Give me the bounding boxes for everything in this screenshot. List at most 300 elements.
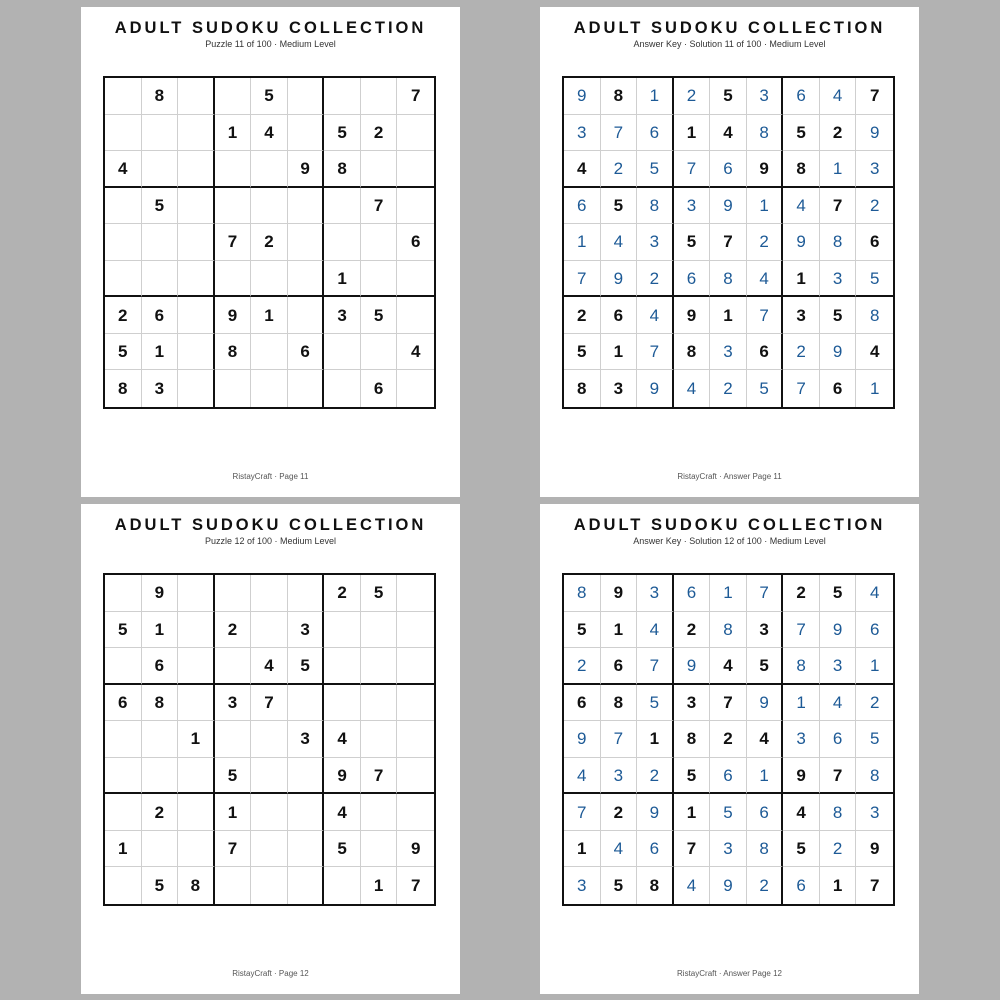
- sudoku-cell: 8: [142, 685, 179, 722]
- sudoku-cell: 5: [601, 867, 638, 904]
- sudoku-cell: [324, 370, 361, 407]
- sudoku-cell: 5: [105, 612, 142, 649]
- sudoku-cell: 6: [601, 648, 638, 685]
- sudoku-cell: [397, 115, 434, 152]
- sudoku-cell: 4: [601, 224, 638, 261]
- sudoku-cell: 7: [564, 261, 601, 298]
- sudoku-cell: [288, 831, 325, 868]
- sudoku-cell: 2: [324, 575, 361, 612]
- sudoku-cell: 2: [747, 867, 784, 904]
- sudoku-cell: [105, 758, 142, 795]
- sudoku-cell: 9: [215, 297, 252, 334]
- sudoku-cell: 4: [674, 867, 711, 904]
- sudoku-cell: [288, 297, 325, 334]
- sudoku-cell: [288, 188, 325, 225]
- sudoku-cell: 7: [564, 794, 601, 831]
- sudoku-cell: 8: [564, 575, 601, 612]
- sudoku-cell: 5: [564, 334, 601, 371]
- sudoku-cell: [397, 794, 434, 831]
- sudoku-cell: [361, 261, 398, 298]
- sudoku-cell: 5: [710, 78, 747, 115]
- sudoku-cell: [178, 794, 215, 831]
- sudoku-cell: 6: [637, 115, 674, 152]
- sudoku-cell: [215, 188, 252, 225]
- sudoku-cell: 1: [251, 297, 288, 334]
- sudoku-cell: [361, 648, 398, 685]
- sudoku-cell: 3: [747, 78, 784, 115]
- sudoku-cell: 2: [674, 78, 711, 115]
- sudoku-cell: 9: [747, 151, 784, 188]
- sudoku-cell: [251, 831, 288, 868]
- sudoku-cell: 2: [105, 297, 142, 334]
- sudoku-cell: 4: [856, 334, 893, 371]
- sudoku-cell: 3: [820, 261, 857, 298]
- sudoku-cell: 9: [674, 648, 711, 685]
- sudoku-cell: [251, 334, 288, 371]
- sudoku-cell: [178, 575, 215, 612]
- sudoku-cell: 7: [783, 370, 820, 407]
- sudoku-cell: [105, 261, 142, 298]
- sudoku-cell: 1: [142, 612, 179, 649]
- sudoku-cell: 4: [710, 648, 747, 685]
- sudoku-cell: 5: [324, 115, 361, 152]
- sudoku-cell: 2: [637, 261, 674, 298]
- sudoku-cell: 5: [637, 685, 674, 722]
- sudoku-cell: 8: [783, 648, 820, 685]
- sudoku-cell: 9: [397, 831, 434, 868]
- sudoku-cell: [324, 334, 361, 371]
- sudoku-cell: 2: [601, 794, 638, 831]
- sudoku-cell: 7: [856, 78, 893, 115]
- sudoku-cell: [105, 721, 142, 758]
- sudoku-cell: [178, 224, 215, 261]
- sudoku-cell: [288, 575, 325, 612]
- sudoku-cell: [361, 721, 398, 758]
- sudoku-cell: 6: [856, 224, 893, 261]
- sudoku-cell: 7: [869, 876, 880, 896]
- sudoku-cell: [288, 224, 325, 261]
- sudoku-cell: 4: [856, 575, 893, 612]
- sudoku-cell: 9: [820, 612, 857, 649]
- sudoku-cell: [215, 648, 252, 685]
- sudoku-cell: [105, 78, 142, 115]
- sudoku-cell: [397, 188, 434, 225]
- sudoku-cell: 9: [637, 794, 674, 831]
- sudoku-cell: 8: [215, 334, 252, 371]
- sudoku-cell: [288, 115, 325, 152]
- sudoku-cell: 3: [564, 867, 601, 904]
- sudoku-cell: 6: [397, 224, 434, 261]
- sudoku-cell: [215, 721, 252, 758]
- sudoku-cell: 2: [142, 794, 179, 831]
- sudoku-cell: 3: [856, 151, 893, 188]
- sudoku-cell: [105, 224, 142, 261]
- sudoku-cell: 6: [142, 648, 179, 685]
- sudoku-cell: 7: [397, 78, 434, 115]
- sudoku-cell: 7: [215, 224, 252, 261]
- sudoku-cell: 3: [601, 758, 638, 795]
- sudoku-cell: 6: [710, 758, 747, 795]
- sudoku-cell: 3: [601, 370, 638, 407]
- sudoku-cell: 8: [820, 794, 857, 831]
- page-footer: RistayCraft · Answer Page 12: [677, 969, 782, 978]
- sudoku-cell: [215, 151, 252, 188]
- sudoku-cell: 9: [288, 151, 325, 188]
- sudoku-cell: 6: [105, 685, 142, 722]
- sudoku-cell: 2: [564, 297, 601, 334]
- sudoku-cell: [361, 685, 398, 722]
- sudoku-cell: 1: [564, 224, 601, 261]
- sudoku-cell: 6: [710, 151, 747, 188]
- sudoku-cell: 1: [710, 575, 747, 612]
- sudoku-cell: 4: [251, 115, 288, 152]
- sudoku-cell: 4: [820, 685, 857, 722]
- sudoku-cell: [105, 575, 142, 612]
- sudoku-cell: 6: [674, 261, 711, 298]
- sudoku-cell: 2: [710, 370, 747, 407]
- sudoku-cell: [397, 297, 434, 334]
- sudoku-cell: [178, 758, 215, 795]
- sudoku-cell: 5: [288, 648, 325, 685]
- page-title: ADULT SUDOKU COLLECTION: [573, 516, 886, 534]
- sudoku-cell: [178, 78, 215, 115]
- sudoku-cell: 6: [856, 612, 893, 649]
- sudoku-cell: 4: [783, 188, 820, 225]
- sudoku-cell: 8: [674, 334, 711, 371]
- sudoku-cell: 3: [215, 685, 252, 722]
- sudoku-cell: 2: [783, 575, 820, 612]
- sudoku-cell: 9: [747, 685, 784, 722]
- sudoku-cell: 5: [601, 188, 638, 225]
- sudoku-cell: 4: [637, 297, 674, 334]
- answer-page-12: [540, 504, 919, 994]
- sudoku-cell: 4: [324, 721, 361, 758]
- sudoku-cell: 6: [820, 721, 857, 758]
- sudoku-cell: [215, 78, 252, 115]
- sudoku-cell: 4: [674, 370, 711, 407]
- sudoku-cell: [324, 188, 361, 225]
- sudoku-cell: 9: [783, 224, 820, 261]
- sudoku-cell: [324, 224, 361, 261]
- sudoku-cell: [397, 261, 434, 298]
- sudoku-cell: 7: [361, 758, 398, 795]
- sudoku-cell: 7: [747, 297, 784, 334]
- page-subtitle: Answer Key · Solution 11 of 100 · Medium Level: [633, 39, 826, 49]
- sudoku-cell: 6: [361, 370, 398, 407]
- sudoku-cell: 1: [820, 151, 857, 188]
- sudoku-cell: 6: [783, 78, 820, 115]
- sudoku-cell: [397, 648, 434, 685]
- sudoku-cell: [251, 188, 288, 225]
- sudoku-cell: 3: [674, 188, 711, 225]
- sudoku-cell: 9: [856, 115, 893, 152]
- sudoku-cell: [105, 648, 142, 685]
- sudoku-cell: [178, 334, 215, 371]
- sudoku-cell: 2: [747, 224, 784, 261]
- sudoku-cell: 2: [820, 831, 857, 868]
- sudoku-cell: 9: [564, 78, 601, 115]
- sudoku-cell: 4: [637, 612, 674, 649]
- sudoku-cell: 2: [710, 721, 747, 758]
- page-footer: RistayCraft · Page 12: [232, 969, 309, 978]
- sudoku-cell: 8: [637, 188, 674, 225]
- sudoku-cell: 7: [783, 612, 820, 649]
- sudoku-cell: [324, 612, 361, 649]
- sudoku-cell: 3: [674, 685, 711, 722]
- sudoku-cell: [288, 867, 325, 904]
- sudoku-cell: 3: [710, 334, 747, 371]
- sudoku-cell: 2: [215, 612, 252, 649]
- sudoku-cell: 6: [747, 794, 784, 831]
- sudoku-cell: [251, 261, 288, 298]
- sudoku-cell: 2: [783, 334, 820, 371]
- sudoku-cell: 9: [783, 758, 820, 795]
- sudoku-cell: 5: [783, 831, 820, 868]
- sudoku-cell: 5: [820, 297, 857, 334]
- sudoku-cell: 1: [674, 115, 711, 152]
- sudoku-cell: 8: [710, 612, 747, 649]
- sudoku-cell: 1: [747, 758, 784, 795]
- sudoku-cell: 3: [783, 721, 820, 758]
- answer-page-11: [540, 7, 919, 497]
- sudoku-cell: 1: [783, 261, 820, 298]
- sudoku-cell: 1: [783, 685, 820, 722]
- sudoku-cell: [324, 78, 361, 115]
- sudoku-cell: 3: [637, 575, 674, 612]
- sudoku-cell: [142, 758, 179, 795]
- sudoku-cell: 8: [783, 151, 820, 188]
- sudoku-cell: 6: [820, 370, 857, 407]
- sudoku-cell: 4: [324, 794, 361, 831]
- sudoku-cell: 8: [747, 831, 784, 868]
- sudoku-cell: 9: [324, 758, 361, 795]
- sudoku-cell: [324, 685, 361, 722]
- sudoku-cell: 6: [783, 867, 820, 904]
- sudoku-cell: [288, 78, 325, 115]
- sudoku-cell: [397, 612, 434, 649]
- sudoku-grid: [562, 573, 895, 906]
- sudoku-cell: 3: [564, 115, 601, 152]
- sudoku-cell: [142, 151, 179, 188]
- sudoku-cell: [397, 758, 434, 795]
- sudoku-cell: [288, 794, 325, 831]
- sudoku-cell: 4: [747, 721, 784, 758]
- page-footer: RistayCraft · Page 11: [232, 472, 309, 481]
- sudoku-cell: 9: [710, 188, 747, 225]
- sudoku-cell: [361, 224, 398, 261]
- sudoku-cell: 6: [288, 334, 325, 371]
- sudoku-cell: 5: [142, 188, 179, 225]
- sudoku-cell: 8: [637, 867, 674, 904]
- sudoku-cell: 6: [564, 188, 601, 225]
- sudoku-cell: 8: [820, 224, 857, 261]
- sudoku-grid: [103, 76, 436, 409]
- sudoku-cell: 4: [564, 151, 601, 188]
- sudoku-cell: 1: [747, 188, 784, 225]
- sudoku-cell: 3: [288, 612, 325, 649]
- sudoku-cell: 1: [105, 831, 142, 868]
- sudoku-cell: [215, 867, 252, 904]
- sudoku-cell: 7: [710, 224, 747, 261]
- sudoku-cell: [105, 794, 142, 831]
- sudoku-cell: [361, 78, 398, 115]
- sudoku-cell: 8: [105, 370, 142, 407]
- sudoku-cell: [251, 151, 288, 188]
- sudoku-cell: 7: [361, 188, 398, 225]
- sudoku-cell: 9: [564, 721, 601, 758]
- sudoku-cell: 3: [637, 224, 674, 261]
- sudoku-cell: 7: [674, 151, 711, 188]
- sudoku-cell: 8: [601, 685, 638, 722]
- sudoku-cell: 8: [674, 721, 711, 758]
- sudoku-cell: 5: [856, 721, 893, 758]
- sudoku-cell: 6: [674, 575, 711, 612]
- sudoku-cell: [251, 867, 288, 904]
- sudoku-cell: 5: [142, 867, 179, 904]
- sudoku-cell: 8: [710, 261, 747, 298]
- sudoku-cell: 1: [637, 78, 674, 115]
- sudoku-cell: 1: [601, 612, 638, 649]
- sudoku-cell: 8: [324, 151, 361, 188]
- sudoku-cell: [178, 188, 215, 225]
- sudoku-cell: [251, 794, 288, 831]
- sudoku-cell: 4: [564, 758, 601, 795]
- sudoku-cell: 5: [820, 575, 857, 612]
- sudoku-cell: 2: [820, 115, 857, 152]
- sudoku-cell: [178, 115, 215, 152]
- sudoku-cell: 5: [856, 261, 893, 298]
- sudoku-cell: 5: [361, 575, 398, 612]
- sudoku-cell: 1: [142, 334, 179, 371]
- sudoku-cell: 2: [601, 151, 638, 188]
- sudoku-cell: [178, 831, 215, 868]
- sudoku-cell: 5: [324, 831, 361, 868]
- sudoku-cell: [288, 370, 325, 407]
- sudoku-cell: 4: [251, 648, 288, 685]
- sudoku-cell: 8: [564, 370, 601, 407]
- sudoku-cell: [178, 297, 215, 334]
- sudoku-cell: 4: [710, 115, 747, 152]
- sudoku-cell: [142, 831, 179, 868]
- sudoku-cell: 5: [747, 370, 784, 407]
- sudoku-cell: [142, 721, 179, 758]
- sudoku-cell: 6: [601, 297, 638, 334]
- puzzle-page-12: [81, 504, 460, 994]
- sudoku-cell: 1: [710, 297, 747, 334]
- sudoku-cell: [215, 370, 252, 407]
- sudoku-cell: 3: [288, 721, 325, 758]
- sudoku-grid: [103, 573, 436, 906]
- page-subtitle: Answer Key · Solution 12 of 100 · Medium Level: [633, 536, 826, 546]
- sudoku-cell: 4: [783, 794, 820, 831]
- sudoku-cell: 6: [747, 334, 784, 371]
- sudoku-cell: [178, 612, 215, 649]
- sudoku-cell: 5: [361, 297, 398, 334]
- sudoku-cell: 5: [637, 151, 674, 188]
- sudoku-cell: 4: [105, 151, 142, 188]
- sudoku-cell: 8: [142, 78, 179, 115]
- sudoku-cell: 2: [564, 648, 601, 685]
- page-footer: RistayCraft · Answer Page 11: [677, 472, 782, 481]
- sudoku-cell: [397, 721, 434, 758]
- sudoku-cell: 9: [674, 297, 711, 334]
- sudoku-cell: 1: [178, 721, 215, 758]
- sudoku-cell: [178, 685, 215, 722]
- sudoku-cell: 1: [215, 794, 252, 831]
- sudoku-cell: 7: [410, 876, 421, 896]
- sudoku-cell: [397, 575, 434, 612]
- sudoku-cell: 1: [674, 794, 711, 831]
- sudoku-cell: 8: [747, 115, 784, 152]
- sudoku-cell: 1: [564, 831, 601, 868]
- sudoku-cell: 7: [637, 334, 674, 371]
- page-title: ADULT SUDOKU COLLECTION: [573, 19, 886, 37]
- sudoku-cell: 1: [869, 379, 880, 399]
- sudoku-cell: [361, 794, 398, 831]
- sudoku-cell: [251, 370, 288, 407]
- sudoku-cell: 3: [820, 648, 857, 685]
- sudoku-cell: 1: [856, 648, 893, 685]
- sudoku-cell: 9: [856, 831, 893, 868]
- sudoku-cell: 1: [324, 261, 361, 298]
- sudoku-cell: [361, 831, 398, 868]
- sudoku-cell: 5: [674, 758, 711, 795]
- sudoku-cell: 9: [601, 575, 638, 612]
- page-title: ADULT SUDOKU COLLECTION: [114, 19, 427, 37]
- sudoku-cell: 1: [361, 867, 398, 904]
- sudoku-cell: [288, 685, 325, 722]
- sudoku-cell: 7: [820, 188, 857, 225]
- sudoku-cell: [178, 370, 215, 407]
- sudoku-cell: 8: [601, 78, 638, 115]
- sudoku-cell: 4: [820, 78, 857, 115]
- sudoku-cell: [142, 224, 179, 261]
- sudoku-cell: 6: [142, 297, 179, 334]
- sudoku-cell: [251, 758, 288, 795]
- sudoku-cell: 5: [674, 224, 711, 261]
- sudoku-cell: 7: [601, 115, 638, 152]
- sudoku-cell: 3: [142, 370, 179, 407]
- sudoku-cell: 3: [783, 297, 820, 334]
- sudoku-cell: 2: [361, 115, 398, 152]
- sudoku-cell: 7: [601, 721, 638, 758]
- sudoku-cell: [251, 612, 288, 649]
- sudoku-cell: 9: [710, 867, 747, 904]
- sudoku-cell: [397, 151, 434, 188]
- sudoku-cell: [288, 758, 325, 795]
- sudoku-cell: [324, 867, 361, 904]
- sudoku-cell: 6: [564, 685, 601, 722]
- sudoku-cell: 5: [747, 648, 784, 685]
- sudoku-cell: 6: [637, 831, 674, 868]
- sudoku-cell: 4: [747, 261, 784, 298]
- sudoku-cell: [215, 575, 252, 612]
- sudoku-cell: [105, 115, 142, 152]
- sudoku-cell: 9: [142, 575, 179, 612]
- sudoku-cell: [251, 575, 288, 612]
- sudoku-cell: [397, 370, 434, 407]
- sudoku-cell: 8: [178, 867, 215, 904]
- sudoku-cell: 2: [856, 685, 893, 722]
- sudoku-cell: 1: [215, 115, 252, 152]
- page-title: ADULT SUDOKU COLLECTION: [114, 516, 427, 534]
- sudoku-cell: 1: [601, 334, 638, 371]
- sudoku-cell: 5: [710, 794, 747, 831]
- sudoku-cell: 7: [820, 758, 857, 795]
- sudoku-cell: 2: [674, 612, 711, 649]
- sudoku-cell: [215, 261, 252, 298]
- sudoku-cell: 7: [674, 831, 711, 868]
